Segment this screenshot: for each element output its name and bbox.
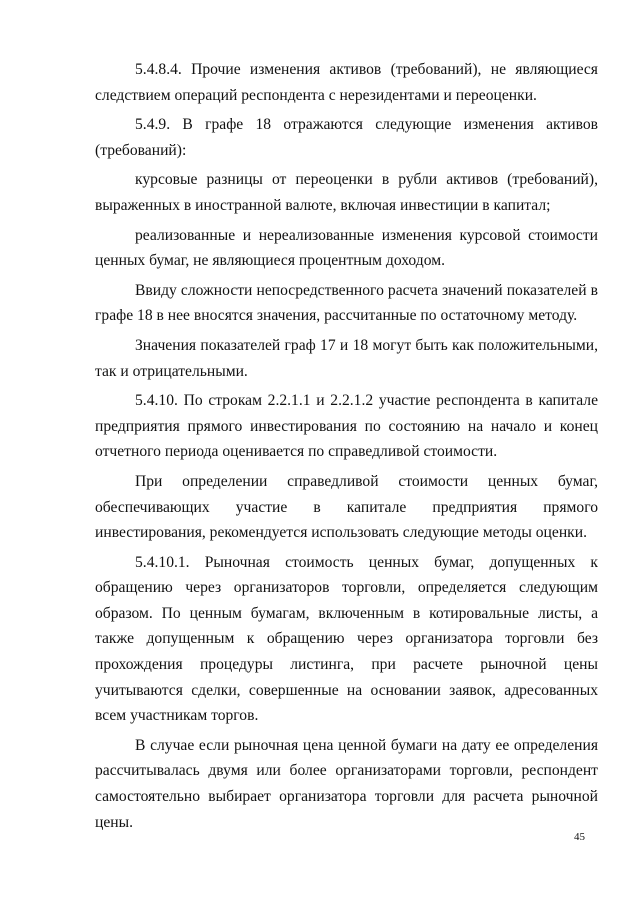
paragraph-5-4-10: 5.4.10. По строкам 2.2.1.1 и 2.2.1.2 участие респондента в капитале предприятия прямого инвестирования по состоянию на начало и конец отчетного периода оценивается по справедливой стоимости.	[95, 392, 598, 461]
paragraph-securities-value-changes: реализованные и нереализованные изменения курсовой стоимости ценных бумаг, не являющиеся процентным доходом.	[95, 226, 598, 270]
paragraph-fair-value-methods: При определении справедливой стоимости ценных бумаг, обеспечивающих участие в капитале предприятия прямого инвестирования, рекомендуется использовать следующие методы оценки.	[95, 472, 598, 542]
body-text	[95, 57, 598, 839]
page-number: 45	[574, 831, 585, 843]
paragraph-residual-method: Ввиду сложности непосредственного расчета значений показателей в графе 18 в нее вносятся значения, рассчитанные по остаточному методу.	[95, 281, 598, 325]
paragraph-5-4-10-1: 5.4.10.1. Рыночная стоимость ценных бумаг, допущенных к обращению через организаторов торговли, определяется следующим образом. По ценным бумагам, включенным в котировальные листы, а также допущенным к обращению через организатора торговли без прохождения процедуры листинга, при расчете рыночной цены учитываются сделки, совершенные на основании заявок, адресованных всем участникам торгов.	[95, 553, 598, 725]
paragraph-5-4-9: 5.4.9. В графе 18 отражаются следующие изменения активов (требований):	[95, 116, 598, 159]
paragraph-5-4-8-4: 5.4.8.4. Прочие изменения активов (требований), не являющиеся следствием операций респондента с нерезидентами и переоценки.	[95, 61, 598, 104]
paragraph-currency-differences: курсовые разницы от переоценки в рубли активов (требований), выраженных в иностранной валюте, включая инвестиции в капитал;	[95, 171, 598, 214]
paragraph-multiple-organizers: В случае если рыночная цена ценной бумаги на дату ее определения рассчитывалась двумя или более организаторами торговли, респондент самостоятельно выбирает организатора торговли для расчета рыночной цены.	[95, 736, 598, 831]
paragraph-positive-negative-values: Значения показателей граф 17 и 18 могут быть как положительными, так и отрицательными.	[95, 336, 598, 380]
